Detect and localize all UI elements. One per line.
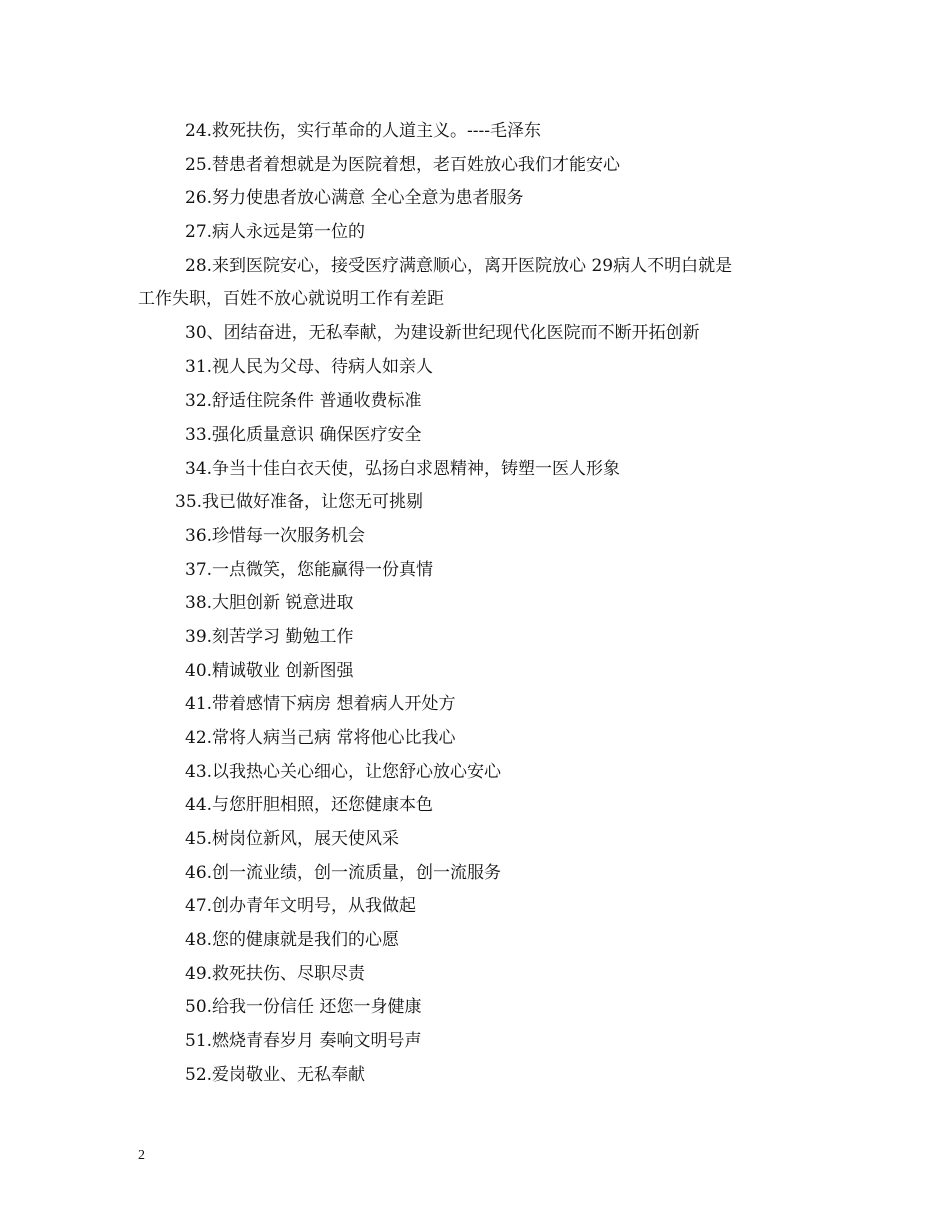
slogan-line-28-continued: 工作失职，百姓不放心就说明工作有差距: [138, 289, 444, 309]
slogan-line-31: 31.视人民为父母、待病人如亲人: [185, 357, 434, 377]
slogan-line-37: 37.一点微笑，您能赢得一份真情: [185, 560, 434, 580]
slogan-line-42: 42.常将人病当己病 常将他心比我心: [185, 728, 456, 748]
slogan-line-34: 34.争当十佳白衣天使，弘扬白求恩精神，铸塑一医人形象: [185, 459, 621, 479]
slogan-line-40: 40.精诚敬业 创新图强: [185, 661, 354, 681]
slogan-line-46: 46.创一流业绩，创一流质量，创一流服务: [185, 863, 502, 883]
slogan-line-26: 26.努力使患者放心满意 全心全意为患者服务: [185, 188, 524, 208]
slogan-line-36: 36.珍惜每一次服务机会: [185, 526, 366, 546]
slogan-line-43: 43.以我热心关心细心，让您舒心放心安心: [185, 762, 502, 782]
slogan-line-32: 32.舒适住院条件 普通收费标准: [185, 391, 422, 411]
slogan-line-39: 39.刻苦学习 勤勉工作: [185, 627, 354, 647]
slogan-line-27: 27.病人永远是第一位的: [185, 222, 366, 242]
slogan-line-45: 45.树岗位新风，展天使风采: [185, 829, 400, 849]
slogan-line-52: 52.爱岗敬业、无私奉献: [185, 1065, 366, 1085]
slogan-line-48: 48.您的健康就是我们的心愿: [185, 930, 400, 950]
slogan-line-28: 28.来到医院安心，接受医疗满意顺心，离开医院放心 29病人不明白就是: [185, 256, 733, 276]
slogan-line-33: 33.强化质量意识 确保医疗安全: [185, 425, 422, 445]
slogan-line-24: 24.救死扶伤，实行革命的人道主义。----毛泽东: [185, 121, 542, 141]
slogan-line-41: 41.带着感情下病房 想着病人开处方: [185, 694, 456, 714]
slogan-line-51: 51.燃烧青春岁月 奏响文明号声: [185, 1031, 422, 1051]
slogan-line-30: 30、团结奋进，无私奉献，为建设新世纪现代化医院而不断开拓创新: [185, 323, 700, 343]
slogan-line-25: 25.替患者着想就是为医院着想，老百姓放心我们才能安心: [185, 155, 621, 175]
slogan-line-35: 35.我已做好准备，让您无可挑剔: [175, 492, 424, 512]
slogan-line-44: 44.与您肝胆相照，还您健康本色: [185, 795, 434, 815]
slogan-line-50: 50.给我一份信任 还您一身健康: [185, 997, 422, 1017]
slogan-line-49: 49.救死扶伤、尽职尽责: [185, 964, 366, 984]
slogan-line-38: 38.大胆创新 锐意进取: [185, 593, 354, 613]
page-number: 2: [138, 1148, 145, 1163]
slogan-line-47: 47.创办青年文明号，从我做起: [185, 896, 417, 916]
